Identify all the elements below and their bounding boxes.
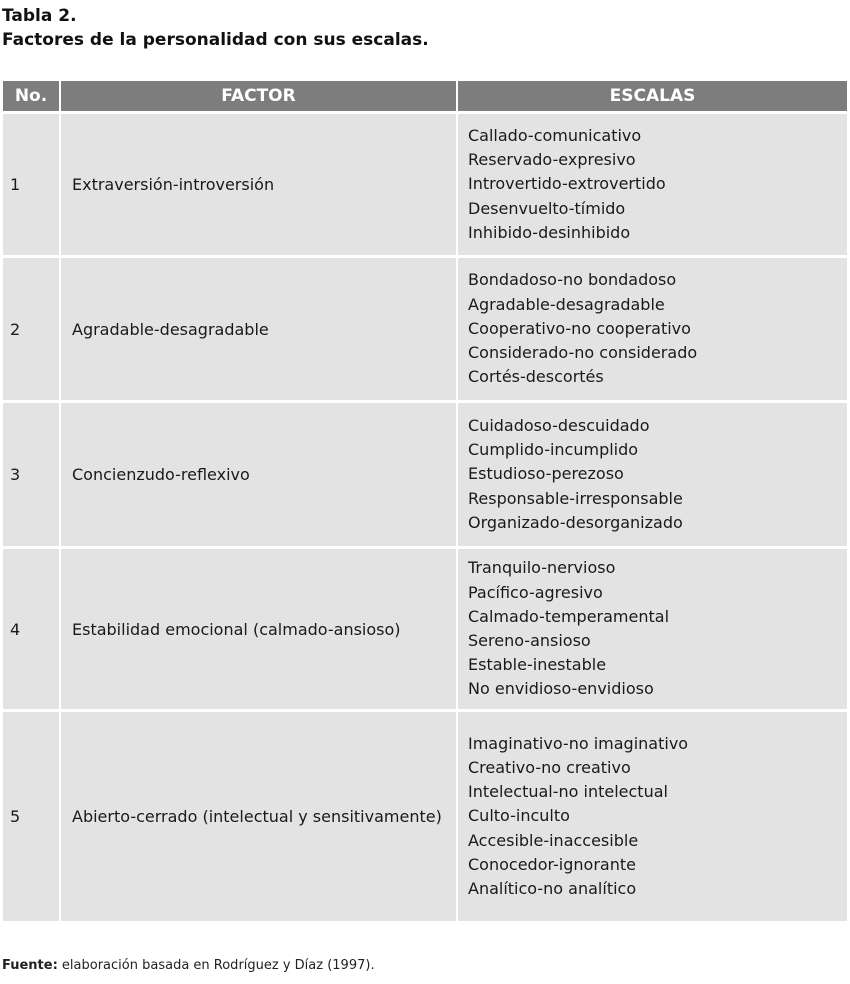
scale-item: Intelectual-no intelectual <box>468 782 668 802</box>
header-no: No. <box>3 81 61 114</box>
table-label: Tabla 2. <box>2 6 77 26</box>
scale-item: Estable-inestable <box>468 655 607 675</box>
scale-item: Accesible-inaccesible <box>468 830 639 850</box>
row-number: 5 <box>3 712 61 924</box>
row-scales <box>458 114 847 258</box>
scale-item: Conocedor-ignorante <box>468 854 636 874</box>
source-text: elaboración basada en Rodríguez y Díaz (1997). <box>57 958 375 973</box>
row-scales <box>458 549 847 712</box>
scale-item: Desenvuelto-tímido <box>468 198 626 218</box>
row-number: 3 <box>3 403 61 549</box>
row-factor: Estabilidad emocional (calmado-ansioso) <box>61 549 458 712</box>
row-factor: Abierto-cerrado (intelectual y sensitivamente) <box>61 712 458 924</box>
personality-factors-table <box>3 81 847 924</box>
scale-item: Callado-comunicativo <box>468 125 642 145</box>
row-scales <box>458 712 847 924</box>
scale-item: Reservado-expresivo <box>468 150 636 170</box>
row-factor: Extraversión-introversión <box>61 114 458 258</box>
header-row <box>3 81 847 114</box>
table-body <box>3 114 847 924</box>
row-number: 2 <box>3 258 61 403</box>
scale-item: Bondadoso-no bondadoso <box>468 270 677 290</box>
row-number: 4 <box>3 549 61 712</box>
scale-item: Cooperativo-no cooperativo <box>468 318 691 338</box>
row-factor: Concienzudo-reflexivo <box>61 403 458 549</box>
scale-item: Cortés-descortés <box>468 367 604 387</box>
row-scales <box>458 258 847 403</box>
scale-item: Organizado-desorganizado <box>468 512 683 532</box>
table-row <box>3 403 847 549</box>
scale-item: Calmado-temperamental <box>468 606 670 626</box>
scale-item: Tranquilo-nervioso <box>468 558 616 578</box>
scale-item: Considerado-no considerado <box>468 343 698 363</box>
scale-item: Analítico-no analítico <box>468 879 637 898</box>
table-row <box>3 549 847 712</box>
header-scales: ESCALAS <box>458 81 847 114</box>
scale-item: Creativo-no creativo <box>468 757 631 777</box>
scale-item: Responsable-irresponsable <box>468 488 683 508</box>
scale-item: Sereno-ansioso <box>468 631 591 650</box>
table-row <box>3 712 847 924</box>
scale-item: No envidioso-envidioso <box>468 679 654 699</box>
scale-item: Cumplido-incumplido <box>468 440 639 460</box>
table-row <box>3 258 847 403</box>
scale-item: Estudioso-perezoso <box>468 464 624 484</box>
scale-item: Imaginativo-no imaginativo <box>468 733 689 753</box>
scale-item: Culto-inculto <box>468 806 570 826</box>
table-caption <box>2 4 429 52</box>
source-label: Fuente: <box>2 958 58 973</box>
table-row <box>3 114 847 258</box>
scale-item: Agradable-desagradable <box>468 294 665 314</box>
row-number: 1 <box>3 114 61 258</box>
scale-item: Inhibido-desinhibido <box>468 222 631 242</box>
scale-item: Pacífico-agresivo <box>468 582 603 602</box>
scale-item: Cuidadoso-descuidado <box>468 415 650 435</box>
row-scales <box>458 403 847 549</box>
source-note <box>2 958 375 973</box>
row-factor: Agradable-desagradable <box>61 258 458 403</box>
table-title: Factores de la personalidad con sus escalas. <box>2 30 429 50</box>
scale-item: Introvertido-extrovertido <box>468 174 666 194</box>
header-factor: FACTOR <box>61 81 458 114</box>
